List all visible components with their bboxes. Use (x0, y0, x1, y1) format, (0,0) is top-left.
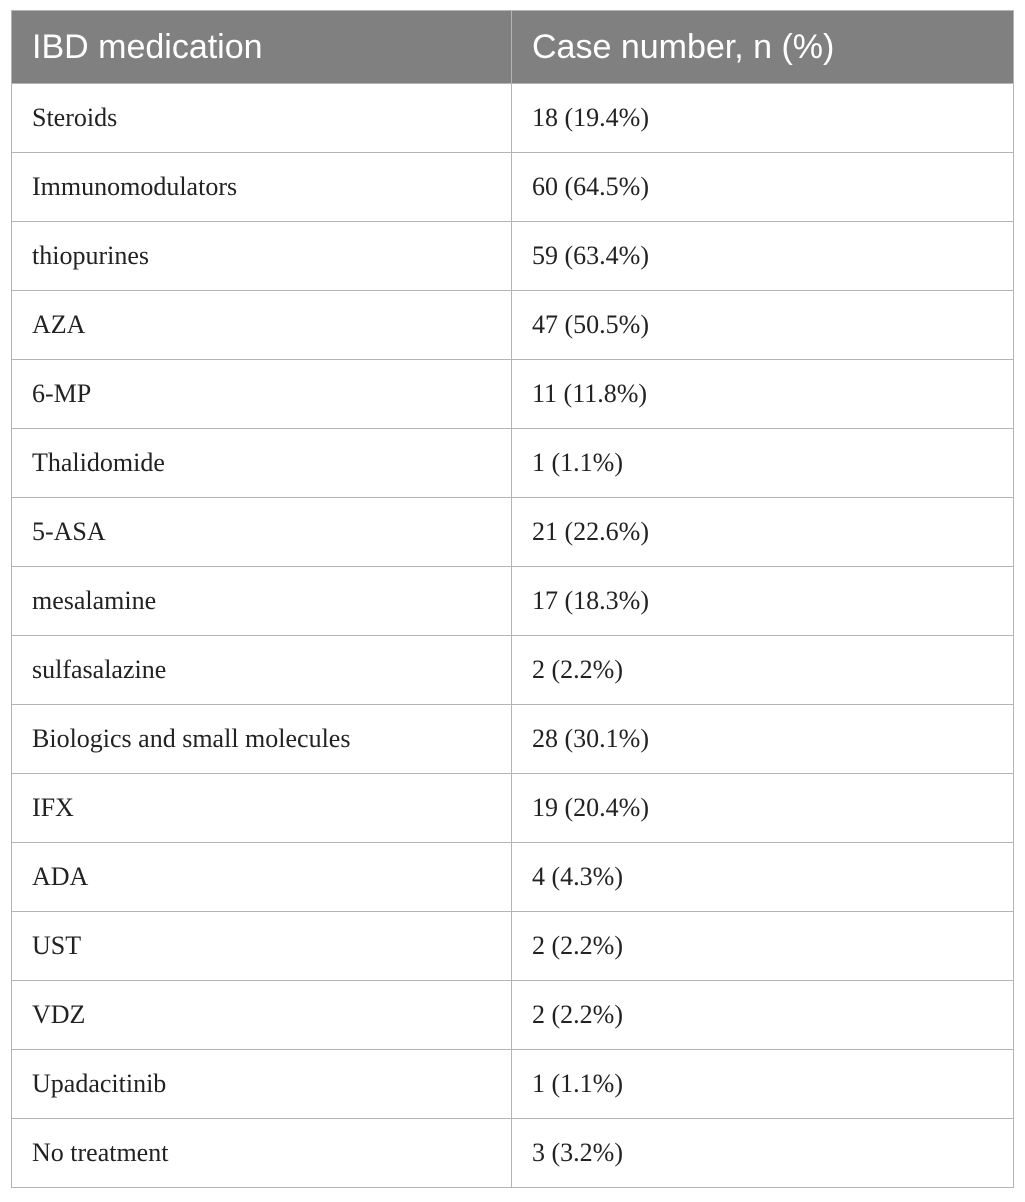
case-number-cell: 21 (22.6%) (512, 498, 1014, 567)
medication-table-container (11, 10, 1013, 1188)
case-number-cell: 1 (1.1%) (512, 1050, 1014, 1119)
case-number-cell: 11 (11.8%) (512, 360, 1014, 429)
table-row (12, 84, 1014, 153)
medication-cell: Thalidomide (12, 429, 512, 498)
table-row (12, 498, 1014, 567)
table-row (12, 567, 1014, 636)
medication-cell: sulfasalazine (12, 636, 512, 705)
medication-cell: thiopurines (12, 222, 512, 291)
case-number-cell: 4 (4.3%) (512, 843, 1014, 912)
medication-cell: 6-MP (12, 360, 512, 429)
medication-cell: mesalamine (12, 567, 512, 636)
medication-cell: No treatment (12, 1119, 512, 1188)
medication-cell: Immunomodulators (12, 153, 512, 222)
case-number-cell: 2 (2.2%) (512, 912, 1014, 981)
medication-cell: Biologics and small molecules (12, 705, 512, 774)
medication-cell: IFX (12, 774, 512, 843)
table-row (12, 912, 1014, 981)
medication-cell: 5-ASA (12, 498, 512, 567)
table-row (12, 843, 1014, 912)
table-row (12, 153, 1014, 222)
case-number-cell: 17 (18.3%) (512, 567, 1014, 636)
table-row (12, 1050, 1014, 1119)
medication-cell: ADA (12, 843, 512, 912)
case-number-cell: 1 (1.1%) (512, 429, 1014, 498)
medication-cell: Upadacitinib (12, 1050, 512, 1119)
medication-cell: UST (12, 912, 512, 981)
table-row (12, 636, 1014, 705)
case-number-cell: 2 (2.2%) (512, 981, 1014, 1050)
medication-cell: VDZ (12, 981, 512, 1050)
table-row (12, 981, 1014, 1050)
table-row (12, 774, 1014, 843)
case-number-cell: 59 (63.4%) (512, 222, 1014, 291)
table-row (12, 360, 1014, 429)
medication-cell: AZA (12, 291, 512, 360)
case-number-cell: 60 (64.5%) (512, 153, 1014, 222)
case-number-cell: 3 (3.2%) (512, 1119, 1014, 1188)
table-row (12, 222, 1014, 291)
table-row (12, 429, 1014, 498)
medication-cell: Steroids (12, 84, 512, 153)
header-case-number: Case number, n (%) (512, 11, 1014, 84)
table-header-row (12, 11, 1014, 84)
case-number-cell: 18 (19.4%) (512, 84, 1014, 153)
header-ibd-medication: IBD medication (12, 11, 512, 84)
case-number-cell: 2 (2.2%) (512, 636, 1014, 705)
table-row (12, 705, 1014, 774)
medication-table (11, 10, 1014, 1188)
case-number-cell: 28 (30.1%) (512, 705, 1014, 774)
table-row (12, 1119, 1014, 1188)
case-number-cell: 19 (20.4%) (512, 774, 1014, 843)
case-number-cell: 47 (50.5%) (512, 291, 1014, 360)
table-row (12, 291, 1014, 360)
